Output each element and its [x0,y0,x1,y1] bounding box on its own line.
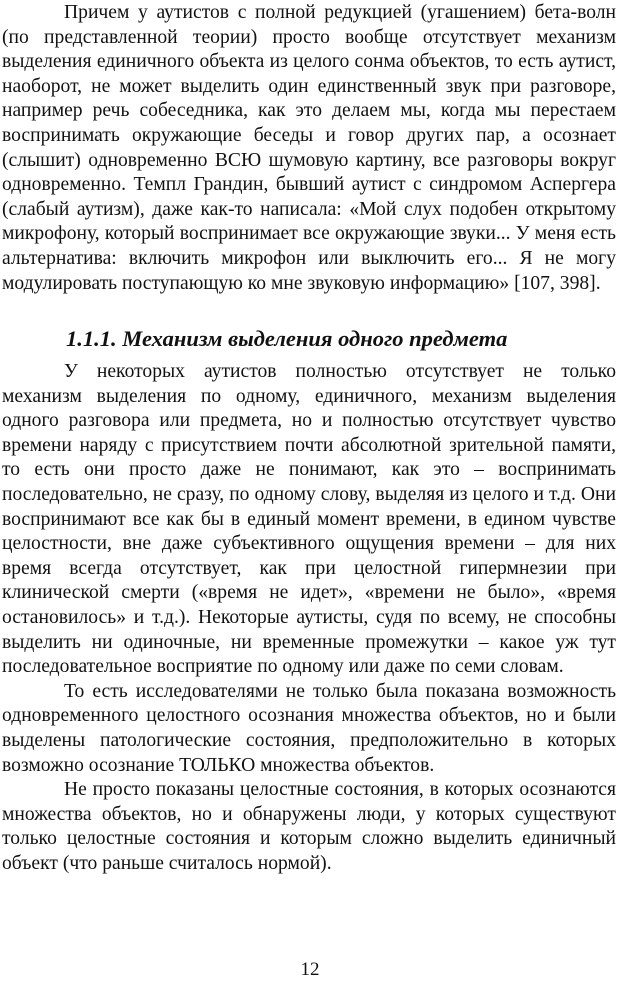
paragraph: То есть исследователями не только была показана возможность одновременного целостного осознания множества объектов, но и были выделены патологические состояния, предположительно в которых возможно осознание ТОЛЬКО множества объектов. [2,680,616,776]
paragraph: Не просто показаны целостные состояния, в которых осознаются множества объектов, но и обнаружены люди, у которых существуют только целостные состояния и которым сложно выделить единичный объект (что раньше считалось нормой). [2,779,616,874]
paragraph: Причем у аутистов с полной редукцией (угашением) бета-волн (по представленной теории) просто вообще отсутствует механизм выделения единичного объекта из целого сонма объектов, то есть аутист, наоборот, не может выделить один единственный звук при разговоре, например речь собеседника, как это делаем мы, когда мы перестаем воспринимать окружающие беседы и говор других пар, а осознает (слышит) одновременно ВСЮ шумовую картину, все разговоры вокруг одновременно. Темпл Грандин, бывший аутист с синдромом Аспергера (слабый аутизм), даже как-то написала: «Мой слух подобен открытому микрофону, который воспринимает все окружающие звуки... У меня есть альтернатива: включить микрофон или выключить его... Я не могу модулировать поступающую ко мне звуковую информацию» [107, 398]. [2,2,616,294]
text-block-intro [2,1,616,296]
section-heading: 1.1.1. Механизм выделения одного предмета [66,326,508,351]
paragraph: У некоторых аутистов полностью отсутствует не только механизм выделения по одному, единичного, механизм выделения одного разговора или предмета, но и полностью отсутствует чувство времени наряду с присутствием почти абсолютной зрительной памяти, то есть они просто даже не понимают, как это – воспринимать последовательно, не сразу, по одному слову, выделяя из целого и т.д. Они воспринимают все как бы в единый момент времени, в едином чувстве целостности, вне даже субъективного ощущения времени – для них время всегда отсутствует, как при целостной гипермнезии при клинической смерти («время не идет», «времени не было», «время остановилось» и т.д.). Некоторые аутисты, судя по всему, не способны выделить ни одиночные, ни временные промежутки – какое уж тут последовательное восприятие по одному или даже по семи словам. [2,361,616,678]
page-number: 12 [300,959,320,980]
text-block-section [2,360,616,876]
